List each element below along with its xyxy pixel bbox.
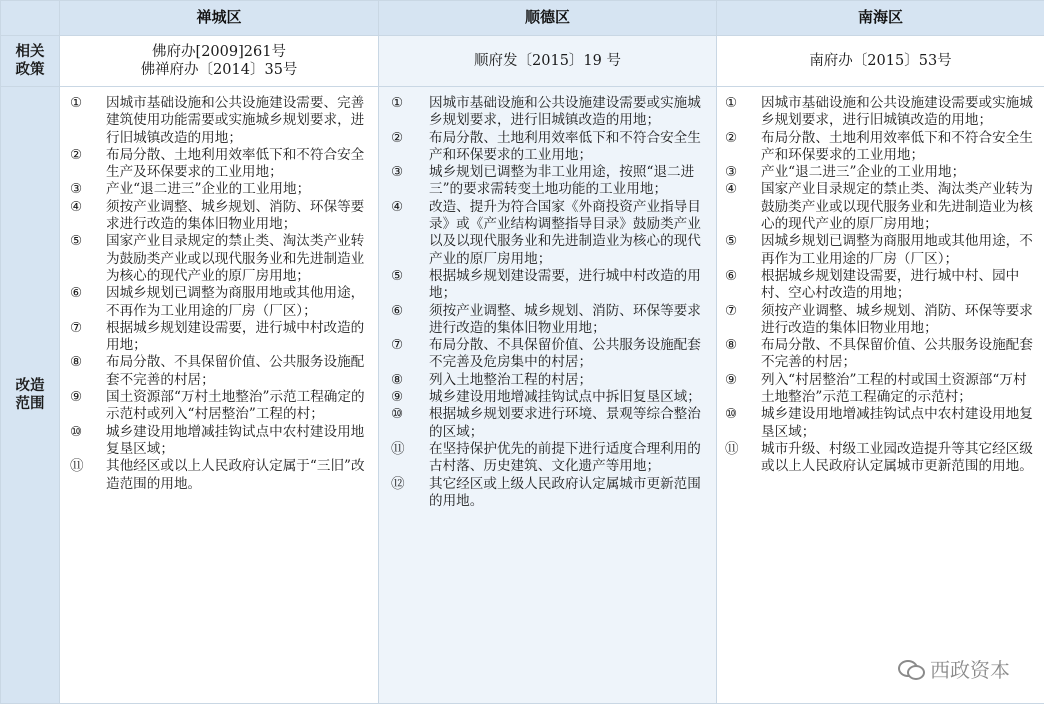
scope-item-text: 布局分散、不具保留价值、公共服务设施配套不完善及危房集中的村居； [429,337,712,372]
scope-item [379,199,716,268]
scope-chancheng [60,87,379,704]
scope-item-number: ⑨ [70,389,92,406]
scope-item-text: 因城市基础设施和公共设施建设需要或实施城乡规划要求，进行旧城镇改造的用地； [429,95,712,130]
scope-item [379,406,716,441]
scope-item-number: ② [391,130,413,147]
scope-item-text: 其他经区或以上人民政府认定属于“三旧”改造范围的用地。 [106,458,374,493]
scope-item [60,320,378,355]
scope-item [60,233,378,285]
scope-item-text: 须按产业调整、城乡规划、消防、环保等要求进行改造的集体旧物业用地； [429,303,712,338]
scope-item-text: 因城市基础设施和公共设施建设需要或实施城乡规划要求，进行旧城镇改造的用地； [761,95,1040,130]
scope-item-number: ① [725,95,747,112]
scope-item-number: ⑨ [391,389,413,406]
scope-item-number: ④ [391,199,413,216]
scope-item-number: ① [70,95,92,112]
policy-label-line2: 政策 [16,61,45,78]
wechat-icon [898,658,924,680]
header-row [1,1,1044,36]
scope-item-number: ⑧ [725,337,747,354]
scope-item-number: ⑧ [70,354,92,371]
scope-item-number: ⑨ [725,372,747,389]
scope-item-number: ⑫ [391,476,413,493]
scope-item-text: 根据城乡规划要求进行环境、景观等综合整治的区域； [429,406,712,441]
scope-item-number: ④ [70,199,92,216]
scope-item-number: ③ [70,181,92,198]
scope-item-text: 根据城乡规划建设需要，进行城中村、园中村、空心村改造的用地； [761,268,1040,303]
scope-item-number: ⑤ [725,233,747,250]
policy-label-line1: 相关 [16,43,45,60]
scope-item-number: ② [725,130,747,147]
header-nanhai: 南海区 [717,1,1044,36]
header-corner [1,1,60,36]
scope-item [379,303,716,338]
scope-item-text: 在坚持保护优先的前提下进行适度合理利用的古村落、历史建筑、文化遗产等用地； [429,441,712,476]
scope-item-text: 根据城乡规划建设需要，进行城中村改造的用地； [429,268,712,303]
scope-item [379,95,716,130]
scope-item-text: 布局分散、不具保留价值、公共服务设施配套不完善的村居； [761,337,1040,372]
scope-label-line2: 范围 [16,395,45,412]
scope-item [717,441,1044,476]
scope-item-text: 列入“村居整治”工程的村或国土资源部“万村土地整治”示范工程确定的示范村； [761,372,1040,407]
scope-item-text: 国家产业目录规定的禁止类、淘汰类产业转为鼓励类产业或以现代服务业和先进制造业为核心的现代产业的原厂房用地； [761,181,1040,233]
scope-item-text: 布局分散、不具保留价值、公共服务设施配套不完善的村居； [106,354,374,389]
scope-item-number: ⑦ [725,303,747,320]
scope-nanhai-list [717,95,1044,476]
scope-item-text: 城乡规划已调整为非工业用途，按照“退二进三”的要求需转变土地功能的工业用地； [429,164,712,199]
scope-item [379,337,716,372]
scope-item-number: ⑤ [70,233,92,250]
scope-item [717,303,1044,338]
scope-item [60,424,378,459]
scope-item-text: 城市升级、村级工业园改造提升等其它经区级或以上人民政府认定属城市更新范围的用地。 [761,441,1040,476]
scope-nanhai [717,87,1044,704]
scope-item [717,95,1044,130]
scope-item-number: ⑧ [391,372,413,389]
scope-item [717,268,1044,303]
scope-item [379,389,716,406]
scope-item-text: 城乡建设用地增减挂钩试点中拆旧复垦区域； [429,389,712,406]
scope-item-number: ⑥ [725,268,747,285]
scope-item-text: 根据城乡规划建设需要，进行城中村改造的用地； [106,320,374,355]
policy-label [1,36,60,87]
scope-item-text: 布局分散、土地利用效率低下和不符合安全生产和环保要求的工业用地； [761,130,1040,165]
scope-item [717,164,1044,181]
scope-item [717,181,1044,233]
scope-item-number: ⑦ [70,320,92,337]
scope-item-number: ① [391,95,413,112]
scope-item-text: 其它经区或上级人民政府认定属城市更新范围的用地。 [429,476,712,511]
scope-item [379,164,716,199]
scope-item-text: 布局分散、土地利用效率低下和不符合安全生产和环保要求的工业用地； [429,130,712,165]
scope-item-text: 产业“退二进三”企业的工业用地； [106,181,374,198]
policy-chancheng-line2: 佛禅府办〔2014〕35号 [141,62,298,78]
scope-item-text: 国土资源部“万村土地整治”示范工程确定的示范村或列入“村居整治”工程的村； [106,389,374,424]
scope-item [379,372,716,389]
policy-nanhai: 南府办〔2015〕53号 [717,36,1044,87]
scope-shunde-list [379,95,716,510]
scope-item [60,95,378,147]
watermark-text: 西政资本 [930,654,1010,683]
scope-item [60,458,378,493]
scope-item [60,285,378,320]
header-chancheng: 禅城区 [60,1,379,36]
scope-item-number: ⑪ [70,458,92,475]
scope-item [379,268,716,303]
scope-item-number: ⑩ [391,406,413,423]
scope-item-text: 产业“退二进三”企业的工业用地； [761,164,1040,181]
scope-item-text: 列入土地整治工程的村居； [429,372,712,389]
scope-item-text: 改造、提升为符合国家《外商投资产业指导目录》或《产业结构调整指导目录》鼓励类产业以及以现代服务业和先进制造业为核心的现代产业的原厂房用地； [429,199,712,268]
watermark [898,654,1010,683]
scope-item [717,130,1044,165]
policy-chancheng-line1: 佛府办[2009]261号 [152,44,286,60]
scope-item-number: ③ [391,164,413,181]
scope-item [379,130,716,165]
scope-item-text: 城乡建设用地增减挂钩试点中农村建设用地复垦区域； [761,406,1040,441]
scope-item-number: ⑥ [70,285,92,302]
scope-item-text: 布局分散、土地利用效率低下和不符合安全生产及环保要求的工业用地； [106,147,374,182]
scope-item-text: 因城乡规划已调整为商服用地或其他用途，不再作为工业用途的厂房（厂区）； [106,285,374,320]
scope-item [60,147,378,182]
scope-item-number: ⑥ [391,303,413,320]
scope-item-number: ② [70,147,92,164]
scope-item-number: ⑪ [391,441,413,458]
scope-chancheng-list [60,95,378,493]
scope-item-number: ⑦ [391,337,413,354]
scope-item [717,337,1044,372]
scope-item [60,181,378,198]
scope-item-text: 因城乡规划已调整为商服用地或其他用途，不再作为工业用途的厂房（厂区）； [761,233,1040,268]
scope-item [717,233,1044,268]
scope-item-text: 国家产业目录规定的禁止类、淘汰类产业转为鼓励类产业或以现代服务业和先进制造业为核心的现代产业的原厂房用地； [106,233,374,285]
header-shunde: 顺德区 [379,1,717,36]
scope-item [379,476,716,511]
policy-shunde: 顺府发〔2015〕19 号 [379,36,717,87]
scope-item-number: ⑩ [70,424,92,441]
scope-item-number: ⑪ [725,441,747,458]
scope-label-line1: 改造 [16,377,45,394]
scope-item-number: ⑤ [391,268,413,285]
scope-item-text: 须按产业调整、城乡规划、消防、环保等要求进行改造的集体旧物业用地； [761,303,1040,338]
scope-item-text: 因城市基础设施和公共设施建设需要、完善建筑使用功能需要或实施城乡规划要求，进行旧城镇改造的用地； [106,95,374,147]
scope-row [1,87,1044,704]
scope-item [60,389,378,424]
scope-item-number: ④ [725,181,747,198]
scope-item-number: ⑩ [725,406,747,423]
scope-item-text: 城乡建设用地增减挂钩试点中农村建设用地复垦区域； [106,424,374,459]
scope-item-number: ③ [725,164,747,181]
scope-label [1,87,60,704]
scope-item [60,199,378,234]
policy-chancheng [60,36,379,87]
scope-item [379,441,716,476]
scope-item-text: 须按产业调整、城乡规划、消防、环保等要求进行改造的集体旧物业用地； [106,199,374,234]
scope-item [717,406,1044,441]
scope-item [60,354,378,389]
scope-item [717,372,1044,407]
policy-row [1,36,1044,87]
scope-shunde [379,87,717,704]
